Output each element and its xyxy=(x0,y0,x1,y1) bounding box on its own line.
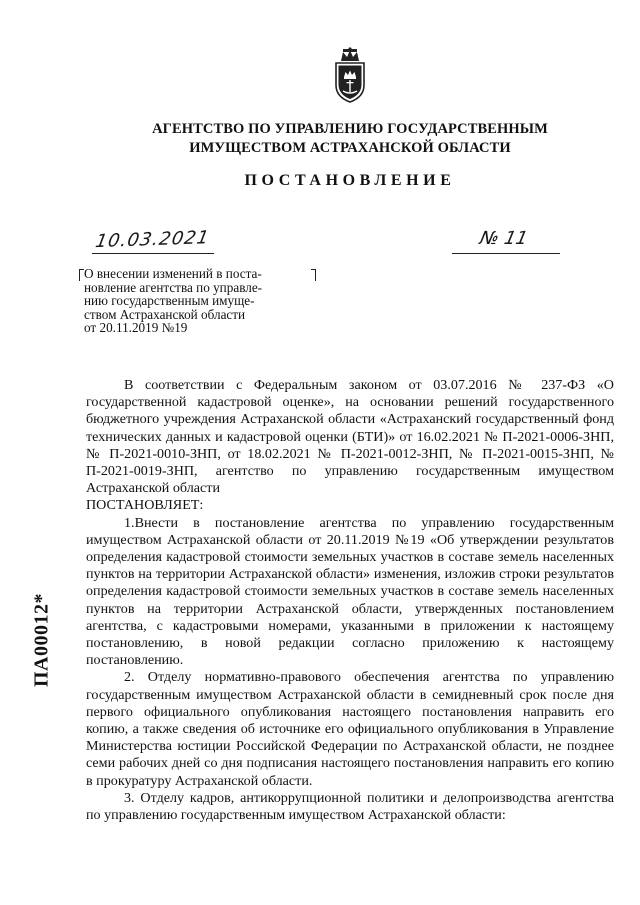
number-underline xyxy=(452,253,560,254)
body-paragraph-item-2: 2. Отделу нормативно-правового обеспечения агентства по управлению государственным имуществом Астраханской области в семидневный срок после дня первого официального опубликования настоящего постановления направить его копию, а также сведения об источнике его официального опубликования в Управление Министерства юстиции Российской Федерации по Астраханской области, не позднее семи рабочих дней со дня подписания настоящего постановления направить его копию в прокуратуру Астраханской области. xyxy=(86,669,614,789)
coat-of-arms-icon xyxy=(331,47,369,105)
subject-line: новление агентства по управле- xyxy=(84,279,263,295)
document-subject xyxy=(84,267,310,335)
document-type: ПОСТАНОВЛЕНИЕ xyxy=(244,172,456,189)
agency-name-line-1: АГЕНТСТВО ПО УПРАВЛЕНИЮ ГОСУДАРСТВЕННЫМ xyxy=(152,121,548,137)
agency-name xyxy=(110,120,590,158)
body-paragraph-item-1: 1.Внести в постановление агентства по управлению государственным имуществом Астраханской области от 20.11.2019 №19 «Об утверждении результатов определения кадастровой стоимости земельных участков в составе земель населенных пунктов на территории Астраханской области» изменения, изложив строки результатов определения кадастровой стоимости земельных участков в составе земель населенных пунктов на территории Астраханской области, утвержденных постановлением агентства, с кадастровыми номерами, указанными в приложении к настоящему постановлению, в новой редакции согласно приложению к настоящему постановлению. xyxy=(86,514,614,669)
subject-line: нию государственным имуще- xyxy=(84,293,255,309)
body-resolves: ПОСТАНОВЛЯЕТ: xyxy=(86,497,204,514)
subject-bracket-left xyxy=(79,269,84,281)
subject-line: О внесении изменений в поста- xyxy=(84,266,262,281)
subject-line: ством Астраханской области xyxy=(84,306,246,322)
side-document-code xyxy=(22,580,62,700)
subject-line: от 20.11.2019 №19 xyxy=(84,320,188,336)
handwritten-number: № 11 xyxy=(477,228,530,249)
date-underline xyxy=(92,253,214,254)
handwritten-date: 10.03.2021 xyxy=(93,227,212,253)
subject-bracket-right xyxy=(311,269,316,281)
document-body xyxy=(86,377,614,824)
body-paragraph-item-3: 3. Отделу кадров, антикоррупционной политики и делопроизводства агентства по управлению государственным имуществом Астраханской области: xyxy=(86,789,614,824)
agency-name-line-2: ИМУЩЕСТВОМ АСТРАХАНСКОЙ ОБЛАСТИ xyxy=(189,140,511,156)
body-paragraph-preamble: В соответствии с Федеральным законом от 03.07.2016 № 237-ФЗ «О государственной кадастровой оценке», на основании решений государственного бюджетного учреждения Астраханской области «Астраханский государственный фонд технических данных и кадастровой оценки (БТИ)» от 16.02.2021 № П-2021-0006-ЗНП, № П-2021-0010-ЗНП, от 18.02.2021 № П-2021-0012-ЗНП, № П-2021-0015-ЗНП, № П-2021-0019-ЗНП, агентство по управлению государственным имуществом Астраханской области xyxy=(86,377,614,497)
side-code-text: ПА00012* xyxy=(30,593,53,687)
